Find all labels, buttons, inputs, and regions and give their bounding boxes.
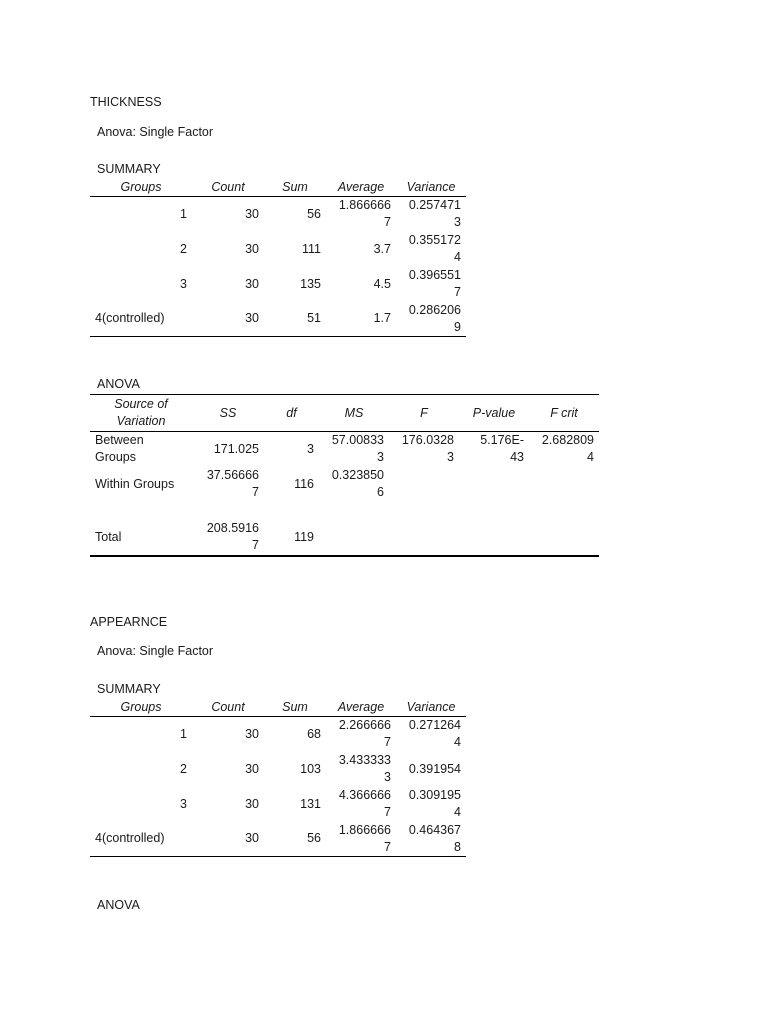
table-row [90, 787, 466, 822]
cell-average: 4.5 [373, 276, 391, 291]
cell-f-crit [529, 520, 599, 556]
cell-sum: 68 [307, 726, 321, 741]
cell-variance: 0.257471 3 [408, 198, 461, 230]
cell-sum: 56 [307, 206, 321, 221]
section-heading-thickness: THICKNESS [90, 95, 162, 109]
cell-count: 30 [245, 206, 259, 221]
table-row [90, 197, 466, 232]
cell-source: Within Groups [95, 476, 175, 491]
cell-average: 4.366666 7 [338, 788, 391, 819]
cell-variance: 0.355172 4 [408, 233, 461, 264]
anova-header-row [90, 395, 599, 432]
table-row [90, 232, 466, 267]
cell-ms: 0.323850 6 [331, 468, 384, 499]
cell-variance: 0.286206 9 [396, 302, 466, 337]
spacer-row [90, 502, 599, 520]
cell-source: Total [90, 520, 192, 556]
table-row [90, 267, 466, 302]
cell-average: 1.7 [326, 302, 396, 337]
cell-count: 30 [245, 726, 259, 741]
section-heading-appearance: APPEARNCE [90, 615, 168, 629]
cell-average: 1.866666 7 [338, 198, 391, 230]
col-header-average: Average [326, 699, 396, 717]
cell-count: 30 [192, 302, 264, 337]
cell-df: 119 [264, 520, 319, 556]
col-header-p-value: P-value [459, 395, 529, 432]
col-header-sum: Sum [264, 179, 326, 197]
cell-sum: 131 [300, 796, 321, 811]
cell-group: 1 [180, 726, 187, 741]
col-header-f: F [389, 395, 459, 432]
col-header-count: Count [192, 179, 264, 197]
summary-table-thickness [90, 179, 466, 337]
cell-sum: 51 [264, 302, 326, 337]
col-header-average: Average [326, 179, 396, 197]
table-row [90, 467, 599, 502]
cell-df: 3 [307, 441, 314, 456]
summary-label: SUMMARY [97, 682, 161, 696]
cell-ms [319, 520, 389, 556]
summary-header-row [90, 699, 466, 717]
cell-df: 116 [294, 476, 314, 491]
cell-variance: 0.396551 7 [408, 268, 461, 299]
anova-title: Anova: Single Factor [97, 125, 214, 139]
cell-group: 2 [180, 761, 187, 776]
cell-p-value [459, 520, 529, 556]
col-header-count: Count [192, 699, 264, 717]
cell-average: 3.433333 3 [338, 753, 391, 784]
cell-f [389, 467, 459, 502]
cell-count: 30 [192, 822, 264, 857]
anova-title: Anova: Single Factor [97, 644, 214, 658]
table-row [90, 520, 599, 556]
col-header-groups: Groups [90, 179, 192, 197]
summary-header-row [90, 179, 466, 197]
table-row [90, 717, 466, 752]
cell-f [389, 520, 459, 556]
cell-average: 1.866666 7 [326, 822, 396, 857]
cell-f-crit [529, 467, 599, 502]
cell-ms: 57.00833 3 [331, 433, 384, 465]
cell-group: 4(controlled) [90, 302, 192, 337]
table-row [90, 822, 466, 857]
summary-label: SUMMARY [97, 162, 161, 176]
cell-average: 2.266666 7 [338, 718, 391, 750]
cell-ss: 171.025 [213, 441, 259, 456]
cell-group: 2 [180, 241, 187, 256]
cell-sum: 111 [301, 241, 321, 256]
cell-ss: 208.5916 7 [192, 520, 264, 556]
summary-table-appearance [90, 699, 466, 857]
cell-count: 30 [245, 761, 259, 776]
cell-source: Between Groups [95, 433, 144, 465]
cell-count: 30 [245, 276, 259, 291]
cell-sum: 103 [300, 761, 321, 776]
cell-average: 3.7 [373, 241, 391, 256]
col-header-ss: SS [192, 395, 264, 432]
col-header-f-crit: F crit [529, 395, 599, 432]
anova-label: ANOVA [97, 898, 140, 912]
table-row [90, 432, 599, 467]
cell-variance: 0.309195 4 [408, 788, 461, 819]
cell-variance: 0.271264 4 [408, 718, 461, 750]
col-header-ms: MS [319, 395, 389, 432]
cell-count: 30 [245, 796, 259, 811]
cell-group: 1 [180, 206, 187, 221]
cell-group: 4(controlled) [90, 822, 192, 857]
cell-variance: 0.391954 [408, 761, 461, 776]
anova-table-thickness [90, 394, 599, 557]
col-header-variance: Variance [396, 179, 466, 197]
cell-sum: 135 [300, 276, 321, 291]
col-header-source: Source of Variation [90, 395, 192, 432]
cell-count: 30 [245, 241, 259, 256]
anova-label: ANOVA [97, 377, 140, 391]
cell-group: 3 [180, 276, 187, 291]
table-row [90, 302, 466, 337]
col-header-sum: Sum [264, 699, 326, 717]
cell-p-value: 5.176E- 43 [480, 433, 524, 465]
cell-f: 176.0328 3 [401, 433, 454, 465]
table-row [90, 752, 466, 787]
col-header-df: df [264, 395, 319, 432]
cell-sum: 56 [264, 822, 326, 857]
col-header-groups: Groups [90, 699, 192, 717]
cell-ss: 37.56666 7 [206, 468, 259, 499]
cell-p-value [459, 467, 529, 502]
col-header-variance: Variance [396, 699, 466, 717]
cell-variance: 0.464367 8 [396, 822, 466, 857]
cell-group: 3 [180, 796, 187, 811]
cell-f-crit: 2.682809 4 [541, 433, 594, 465]
